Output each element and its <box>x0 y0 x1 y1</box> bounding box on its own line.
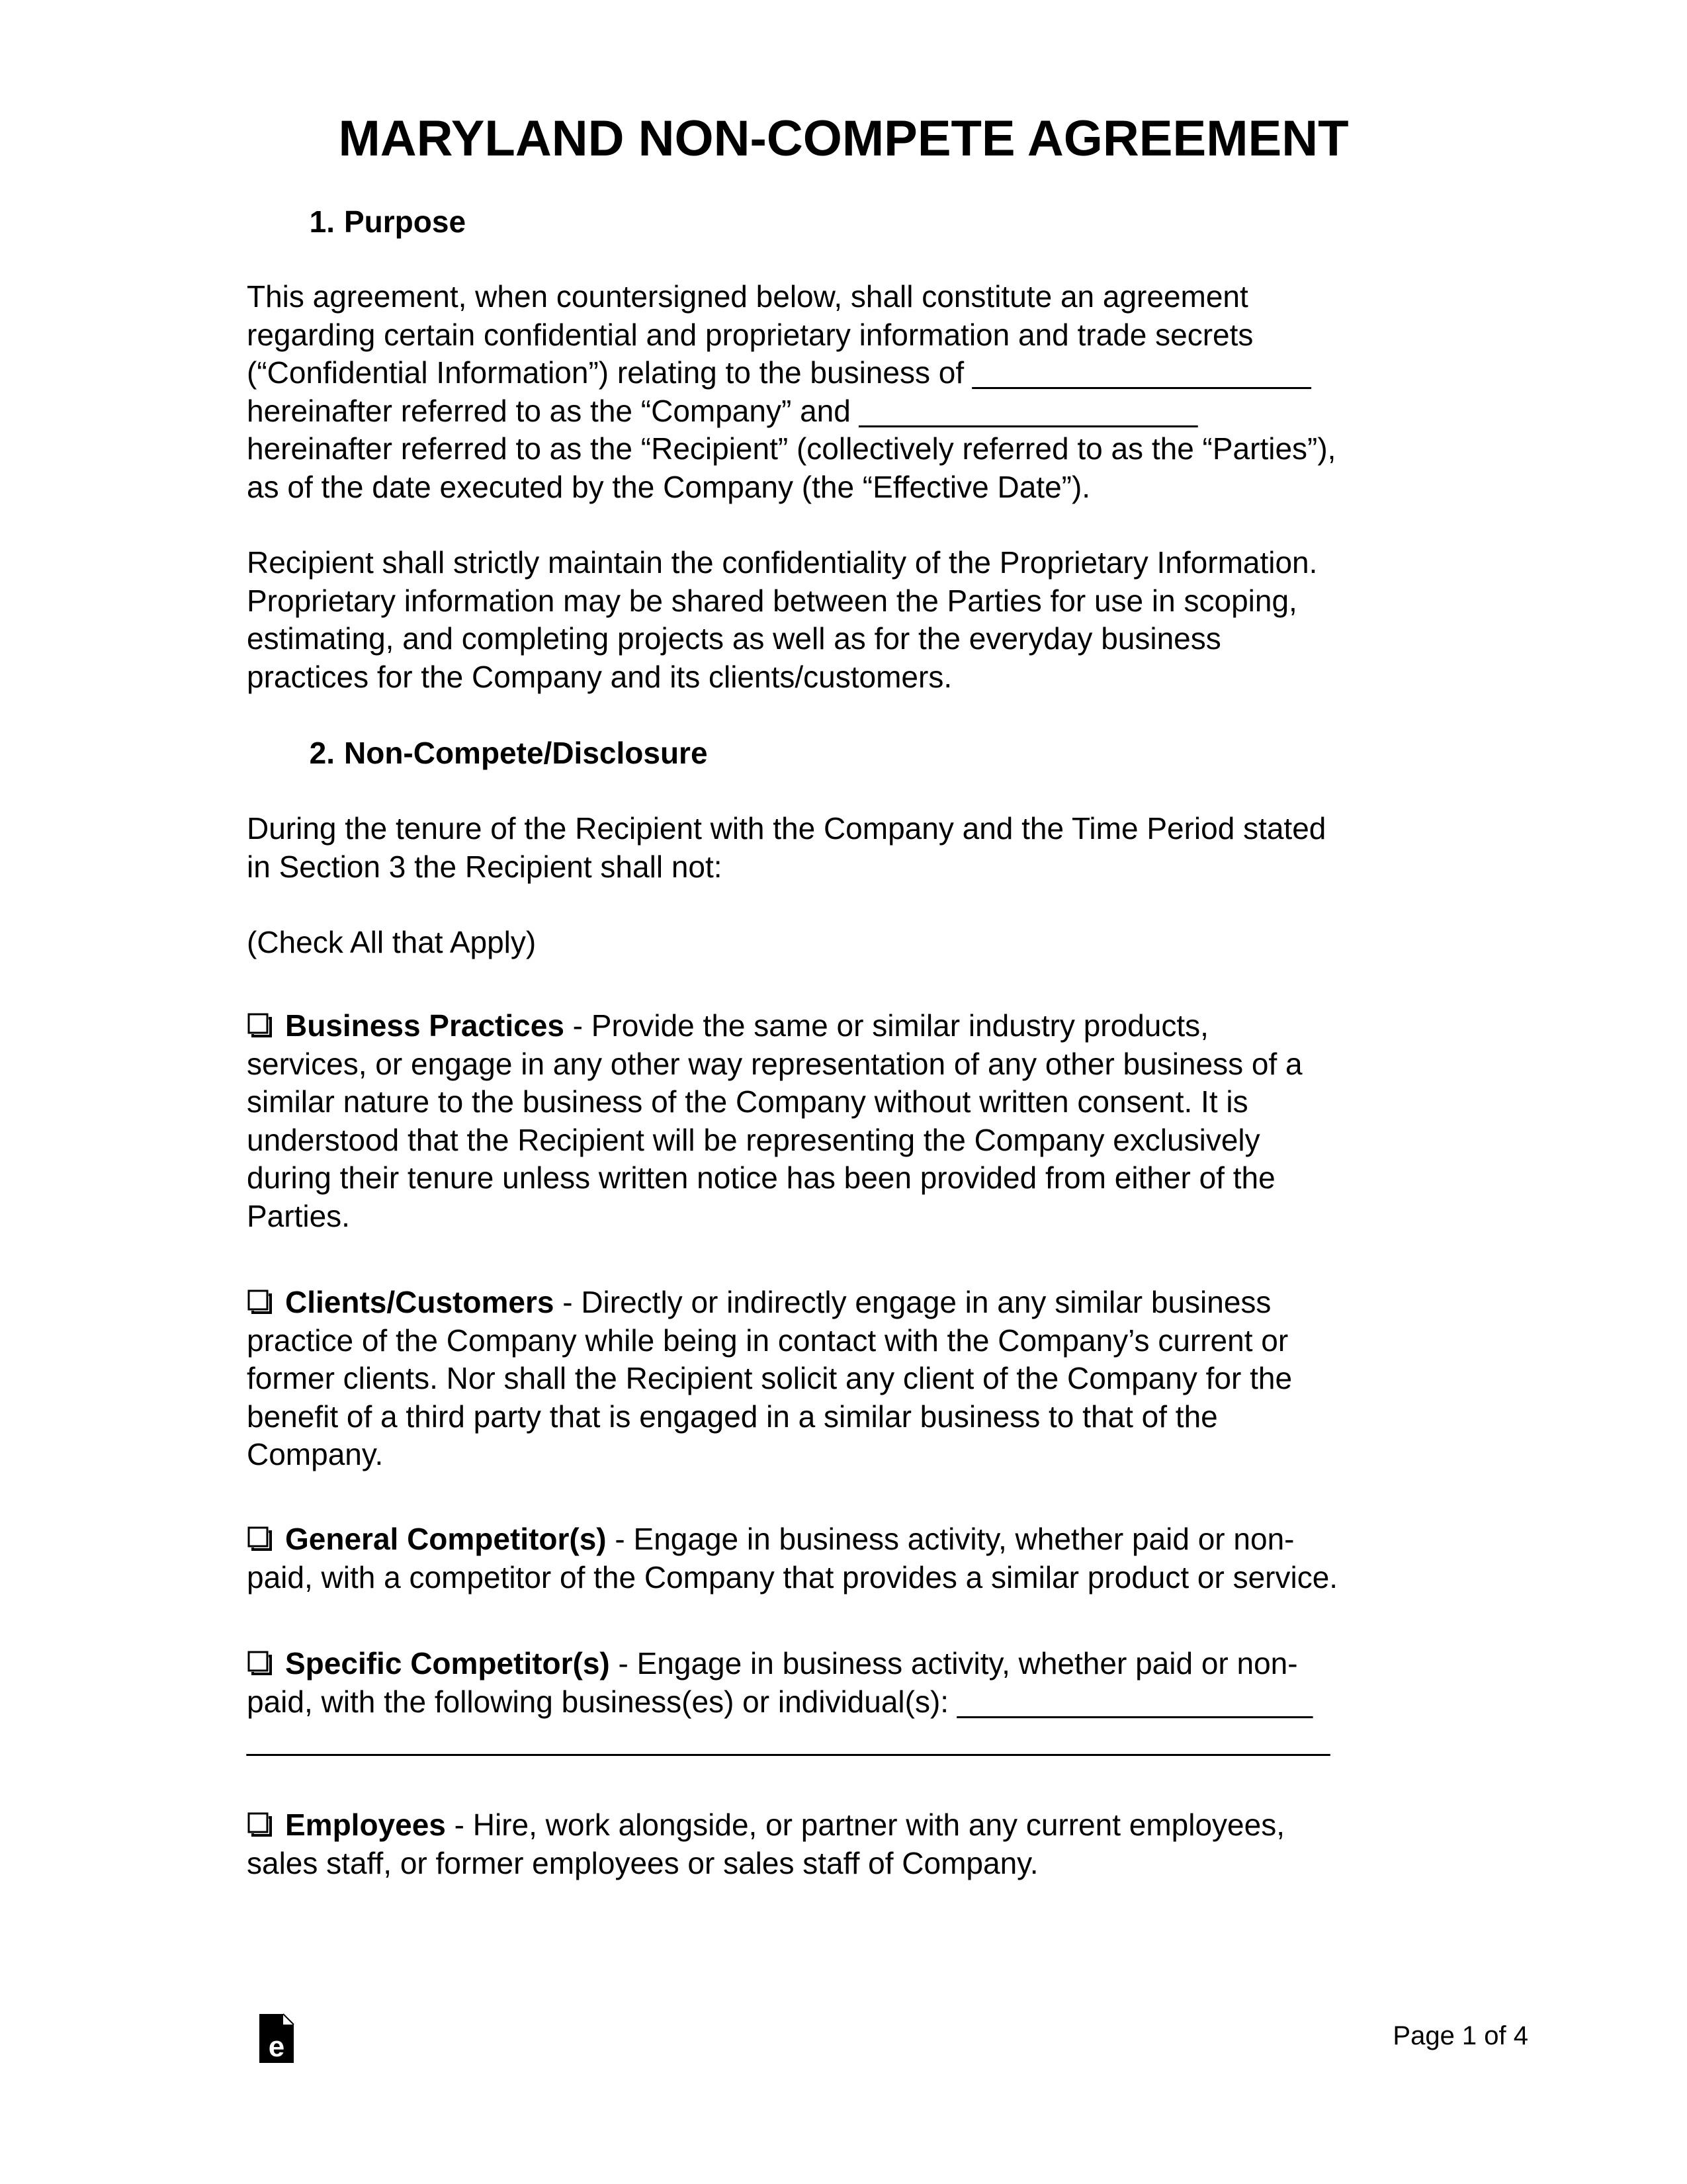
option-employees <box>247 1806 1285 1882</box>
text-line: during their tenure unless written notice has been provided from either of the <box>247 1160 1276 1196</box>
option-text: - Engage in business activity, whether paid or non- <box>609 1646 1298 1681</box>
section-title: Purpose <box>344 204 466 239</box>
check-note-text: (Check All that Apply) <box>247 925 537 959</box>
checkbox-icon[interactable] <box>247 1526 273 1552</box>
text-line: regarding certain confidential and proprietary information and trade secrets <box>247 317 1254 352</box>
check-all-note <box>247 924 536 962</box>
option-name: Specific Competitor(s) <box>285 1646 610 1681</box>
option-heading <box>247 1645 1330 1683</box>
option-name: Clients/Customers <box>285 1285 554 1319</box>
text-line: understood that the Recipient will be representing the Company exclusively <box>247 1122 1260 1157</box>
non-compete-intro <box>247 810 1326 886</box>
text-line: estimating, and completing projects as well as for the everyday business <box>247 621 1221 656</box>
option-business-practices <box>247 1007 1303 1236</box>
eforms-logo-icon <box>258 2013 295 2064</box>
text-line: Recipient shall strictly maintain the confidentiality of the Proprietary Information. <box>247 545 1318 580</box>
option-specific-competitors <box>247 1645 1330 1759</box>
text-line: Company. <box>247 1437 384 1472</box>
text-line: services, or engage in any other way representation of any other business of a <box>247 1046 1303 1081</box>
competitor-names-blank-line: paid, with the following business(es) or individual(s): _____________________ <box>247 1684 1313 1719</box>
section-number: 1. <box>309 204 335 239</box>
option-heading <box>247 1007 1303 1045</box>
text-line: practice of the Company while being in contact with the Company’s current or <box>247 1323 1289 1358</box>
option-text: - Directly or indirectly engage in any similar business <box>554 1285 1272 1319</box>
checkbox-icon[interactable] <box>247 1812 273 1838</box>
document-title: MARYLAND NON-COMPETE AGREEMENT <box>338 110 1349 167</box>
option-heading <box>247 1284 1292 1322</box>
option-text: - Hire, work alongside, or partner with any current employees, <box>445 1808 1285 1842</box>
option-name: General Competitor(s) <box>285 1522 607 1556</box>
text-line: former clients. Nor shall the Recipient solicit any client of the Company for the <box>247 1361 1293 1396</box>
option-heading <box>247 1806 1285 1845</box>
text-line: practices for the Company and its clients/customers. <box>247 659 953 694</box>
text-line: paid, with a competitor of the Company that provides a similar product or service. <box>247 1559 1338 1594</box>
option-text: - Provide the same or similar industry products, <box>564 1008 1209 1043</box>
option-text: - Engage in business activity, whether paid or non- <box>606 1522 1295 1556</box>
recipient-name-blank-line: hereinafter referred to as the “Company” and ____________________ <box>247 393 1198 428</box>
company-name-blank-line: (“Confidential Information”) relating to the business of ____________________ <box>247 355 1311 390</box>
competitor-names-blank-line: ________________________________________________________________ <box>247 1722 1330 1757</box>
text-line: Proprietary information may be shared between the Parties for use in scoping, <box>247 583 1297 618</box>
text-line: similar nature to the business of the Company without written consent. It is <box>247 1084 1248 1119</box>
option-name: Business Practices <box>285 1008 564 1043</box>
option-heading <box>247 1520 1338 1559</box>
checkbox-icon[interactable] <box>247 1289 273 1315</box>
page-number: Page 1 of 4 <box>1393 2021 1528 2050</box>
option-clients-customers <box>247 1284 1292 1474</box>
text-line: benefit of a third party that is engaged in a similar business to that of the <box>247 1399 1218 1434</box>
text-line: in Section 3 the Recipient shall not: <box>247 849 722 884</box>
svg-text:e: e <box>268 2031 285 2063</box>
text-line: hereinafter referred to as the “Recipient” (collectively referred to as the “Parties”), <box>247 431 1336 466</box>
checkbox-icon[interactable] <box>247 1650 273 1677</box>
text-line: as of the date executed by the Company (the “Effective Date”). <box>247 469 1091 504</box>
purpose-paragraph-1 <box>247 278 1336 507</box>
option-name: Employees <box>285 1808 446 1842</box>
text-line: During the tenure of the Recipient with the Company and the Time Period stated <box>247 811 1326 846</box>
text-line: This agreement, when countersigned below, shall constitute an agreement <box>247 279 1248 314</box>
text-line: Parties. <box>247 1198 350 1233</box>
text-line: sales staff, or former employees or sales staff of Company. <box>247 1845 1039 1880</box>
checkbox-icon[interactable] <box>247 1012 273 1039</box>
purpose-paragraph-2 <box>247 544 1317 696</box>
section-number: 2. <box>309 736 335 770</box>
section-title: Non-Compete/Disclosure <box>344 736 708 770</box>
option-general-competitors <box>247 1520 1338 1596</box>
